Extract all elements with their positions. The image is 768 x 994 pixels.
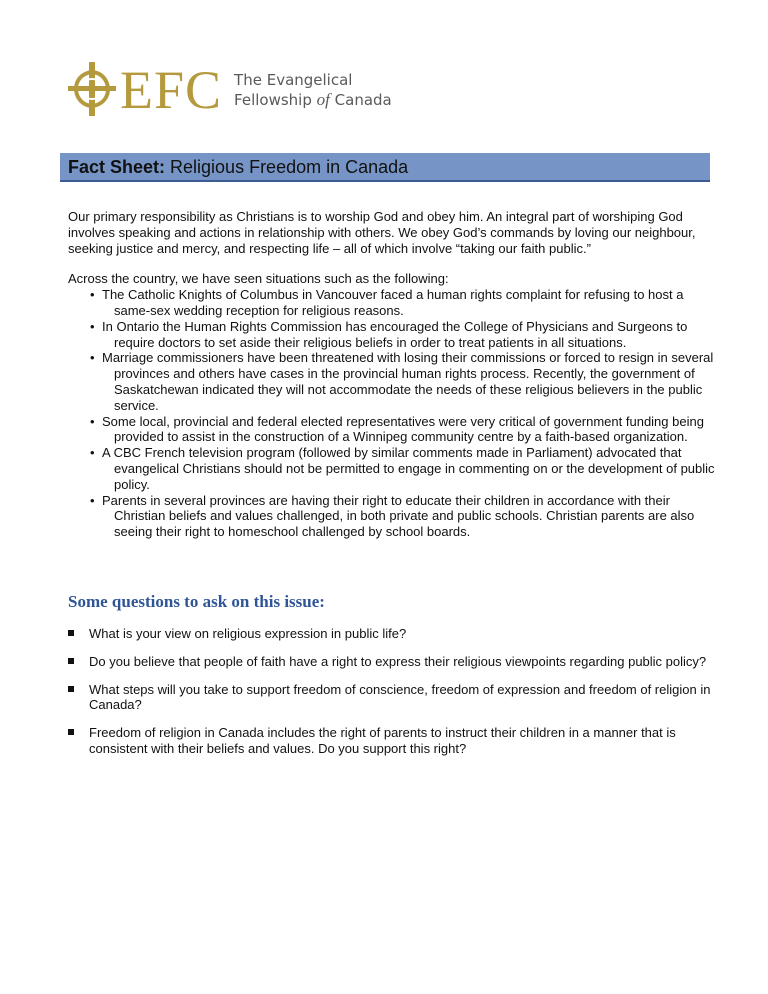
bullet-dot-icon: • (90, 287, 95, 303)
situations-lead: Across the country, we have seen situations such as the following: (68, 271, 449, 287)
logo-name-line-1: The Evangelical (234, 70, 353, 89)
bullet-dot-icon: • (90, 445, 95, 461)
bullet-dot-icon: • (90, 413, 95, 429)
question-item: Do you believe that people of faith have a right to express their religious viewpoints regarding public policy? (68, 654, 718, 670)
fact-sheet-banner (60, 153, 710, 182)
logo-name-of: of (316, 89, 330, 109)
square-bullet-icon (68, 729, 74, 735)
bullet-dot-icon: • (90, 350, 95, 366)
list-item: • In Ontario the Human Rights Commission has encouraged the College of Physicians and Surgeons to require doctors to set aside their religious beliefs in order to treat patients in all situations. (90, 318, 688, 350)
list-item: • Some local, provincial and federal elected representatives were very critical of government funding being provided to assist in the construction of a Winnipeg community centre by a faith-based organization. (90, 413, 704, 445)
efc-logo (66, 60, 392, 118)
list-item: • Parents in several provinces are having their right to educate their children in accordance with their Christian beliefs and values challenged, in both private and public schools. Christian parents are also seeing their right to homeschool challenged by school boards. (90, 492, 695, 540)
logo-name-line-2 (234, 90, 392, 110)
body-content (68, 209, 718, 540)
questions-list (68, 626, 718, 769)
list-item: • Marriage commissioners have been threatened with losing their commissions or forced to resign in several provinces and others have cases in the provincial human rights process. Recently, the government of Saskatchewan indicated they will not accommodate the needs of these religious believers in the public service. (90, 350, 714, 413)
situations-list (68, 287, 718, 540)
logo-name-canada: Canada (329, 90, 392, 109)
logo-letters: EFC (120, 60, 223, 120)
bullet-dot-icon: • (90, 318, 95, 334)
list-item: • A CBC French television program (followed by similar comments made in Parliament) advocated that evangelical Christians should not be permitted to engage in commenting on or the development of public policy. (90, 445, 715, 492)
square-bullet-icon (68, 658, 74, 664)
logo-organization-name (234, 71, 392, 110)
fact-sheet-label: Fact Sheet: (68, 157, 166, 177)
list-item: • The Catholic Knights of Columbus in Vancouver faced a human rights complaint for refusing to host a same-sex wedding reception for religious reasons. (90, 287, 684, 318)
questions-heading: Some questions to ask on this issue: (68, 592, 325, 611)
square-bullet-icon (68, 630, 74, 636)
bullet-dot-icon: • (90, 492, 95, 508)
fact-sheet-title: Religious Freedom in Canada (165, 157, 409, 177)
efc-cross-emblem-icon (66, 60, 118, 118)
logo-name-fellowship: Fellowship (234, 90, 317, 109)
intro-paragraph: Our primary responsibility as Christians is to worship God and obey him. An integral part of worshiping God involves speaking and actions in relationship with others. We obey God’s commands by loving our neighbour, seeking justice and mercy, and respecting life – all of which involve “taking our faith public.” (68, 209, 696, 256)
question-item: What is your view on religious expression in public life? (68, 626, 718, 642)
question-item: What steps will you take to support freedom of conscience, freedom of expression and freedom of religion in Canada? (68, 682, 718, 714)
question-item: Freedom of religion in Canada includes the right of parents to instruct their children in a manner that is consistent with their beliefs and values. Do you support this right? (68, 725, 718, 757)
square-bullet-icon (68, 686, 74, 692)
